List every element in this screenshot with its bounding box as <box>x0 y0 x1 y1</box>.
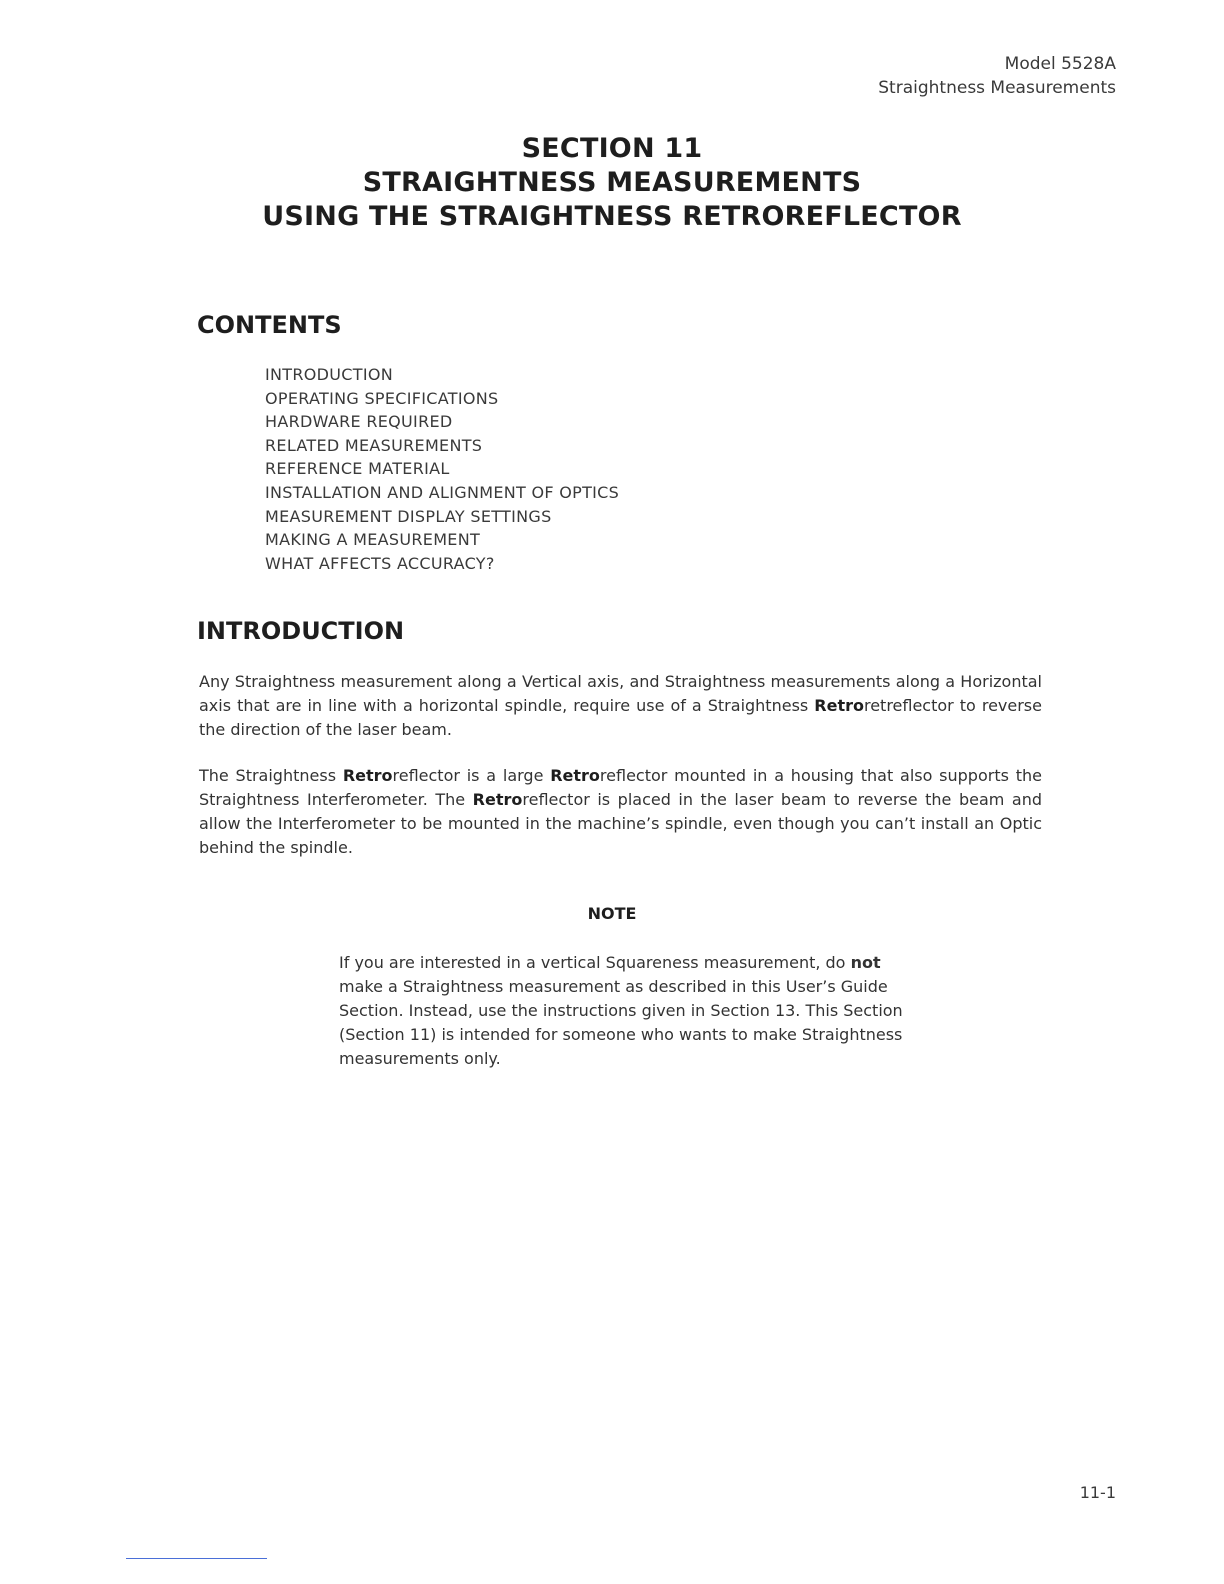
section-title-line-1: SECTION 11 <box>521 133 703 164</box>
header-subject: Straightness Measurements <box>878 78 1116 98</box>
note-body <box>339 951 904 1071</box>
bold-text-run: not <box>850 953 881 972</box>
section-title-line-3: USING THE STRAIGHTNESS RETROREFLECTOR <box>262 201 962 232</box>
contents-item: INTRODUCTION <box>265 365 394 384</box>
text-run: make a Straightness measurement as described in this User’s Guide Section. Instead, use the instructions given in Section 13. This Section (Section 11) is intended for someone who wants to make Straightness measurements only. <box>339 977 903 1068</box>
contents-item: RELATED MEASUREMENTS <box>265 435 483 455</box>
text-run: The Straightness <box>199 766 343 785</box>
text-run: If you are interested in a vertical Squareness measurement, do <box>339 953 851 972</box>
contents-item: WHAT AFFECTS ACCURACY? <box>265 553 495 573</box>
bold-text-run: Retro <box>472 790 523 809</box>
contents-heading: CONTENTS <box>197 311 342 339</box>
header-model: Model 5528A <box>1004 54 1116 74</box>
introduction-paragraph-2 <box>199 764 1042 860</box>
introduction-heading: INTRODUCTION <box>197 617 405 645</box>
contents-item: OPERATING SPECIFICATIONS <box>265 388 499 408</box>
text-run: Any Straightness measurement along a Vertical axis, and Straightness measurements along a Horizontal axis that are in line with a horizontal spindle, require use of a Straightness <box>199 672 1042 715</box>
bold-text-run: Retro <box>342 766 393 785</box>
page-number: 11-1 <box>1079 1483 1116 1502</box>
text-run: reflector mounted in a housing that also supports the Straightness Interferometer. The <box>199 766 1042 809</box>
contents-item: MAKING A MEASUREMENT <box>265 530 481 550</box>
contents-item: REFERENCE MATERIAL <box>265 459 450 479</box>
contents-list <box>265 363 619 575</box>
contents-item: INSTALLATION AND ALIGNMENT OF OPTICS <box>265 482 620 502</box>
section-title-line-2: STRAIGHTNESS MEASUREMENTS <box>362 167 862 198</box>
bold-text-run: Retro <box>550 766 600 785</box>
text-run: retreflector to reverse the direction of the laser beam. <box>199 696 1042 739</box>
text-run: reflector is placed in the laser beam to reverse the beam and allow the Interferometer to be mounted in the machine’s spindle, even though you can’t install an Optic behind the spindle. <box>199 790 1042 857</box>
text-run: reflector is a large <box>392 766 551 785</box>
introduction-paragraph-1 <box>199 670 1042 742</box>
footnote-divider <box>126 1558 267 1559</box>
note-title: NOTE <box>587 904 637 923</box>
running-header <box>878 52 1116 100</box>
bold-text-run: Retro <box>814 696 864 715</box>
contents-item: MEASUREMENT DISPLAY SETTINGS <box>265 506 552 526</box>
contents-item: HARDWARE REQUIRED <box>265 412 453 432</box>
section-title <box>0 132 1224 234</box>
